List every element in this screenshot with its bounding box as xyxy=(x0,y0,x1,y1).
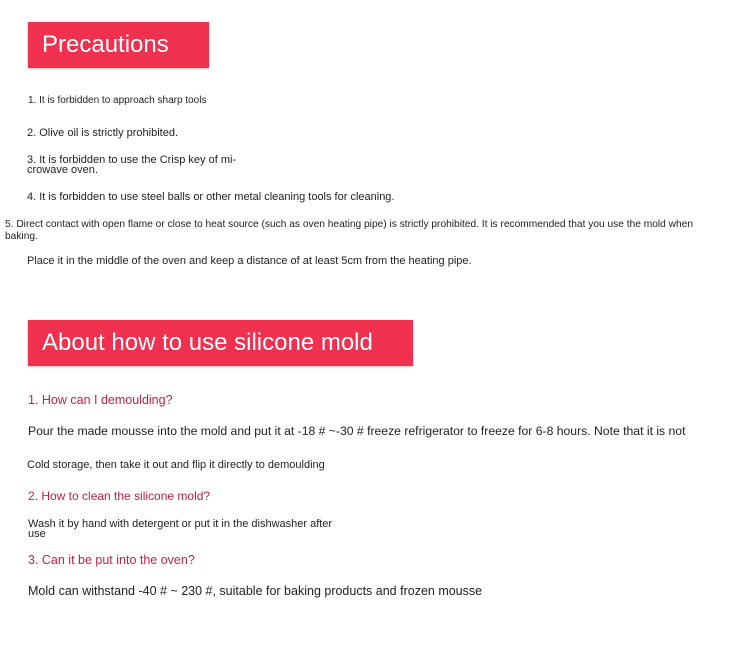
precautions-title: Precautions xyxy=(42,31,169,58)
answer-2-line-2: use xyxy=(28,528,46,540)
precaution-item-5a: 5. Direct contact with open flame or close to heat source (such as oven heating pipe) is strictly prohibited. It is recommended that you use the mold when xyxy=(5,219,694,230)
precaution-item-1: 1. It is forbidden to approach sharp tools xyxy=(28,95,207,106)
answer-3: Mold can withstand -40 # ~ 230 #, suitable for baking products and frozen mousse xyxy=(28,584,483,598)
usage-title: About how to use silicone mold xyxy=(42,329,373,356)
precaution-item-3a: 3. It is forbidden to use the Crisp key of mi- xyxy=(27,154,237,166)
answer-2-line-1: Wash it by hand with detergent or put it in the dishwasher after xyxy=(28,518,333,530)
precaution-item-4: 4. It is forbidden to use steel balls or other metal cleaning tools for cleaning. xyxy=(27,191,395,203)
usage-banner xyxy=(28,320,413,366)
answer-1-line-1: Pour the made mousse into the mold and put it at -18 # ~-30 # freeze refrigerator to freeze for 6-8 hours. Note that it is not xyxy=(28,424,686,438)
precautions-banner xyxy=(28,22,209,68)
answer-1-line-2: Cold storage, then take it out and flip it directly to demoulding xyxy=(27,459,325,471)
precaution-item-5b: baking. xyxy=(5,231,38,242)
precaution-item-2: 2. Olive oil is strictly prohibited. xyxy=(27,127,178,139)
precaution-item-3b: crowave oven. xyxy=(27,164,98,176)
precaution-item-6: Place it in the middle of the oven and keep a distance of at least 5cm from the heating pipe. xyxy=(27,255,472,267)
question-2: 2. How to clean the silicone mold? xyxy=(28,489,211,503)
question-1: 1. How can I demoulding? xyxy=(28,393,173,407)
question-3: 3. Can it be put into the oven? xyxy=(28,553,195,567)
